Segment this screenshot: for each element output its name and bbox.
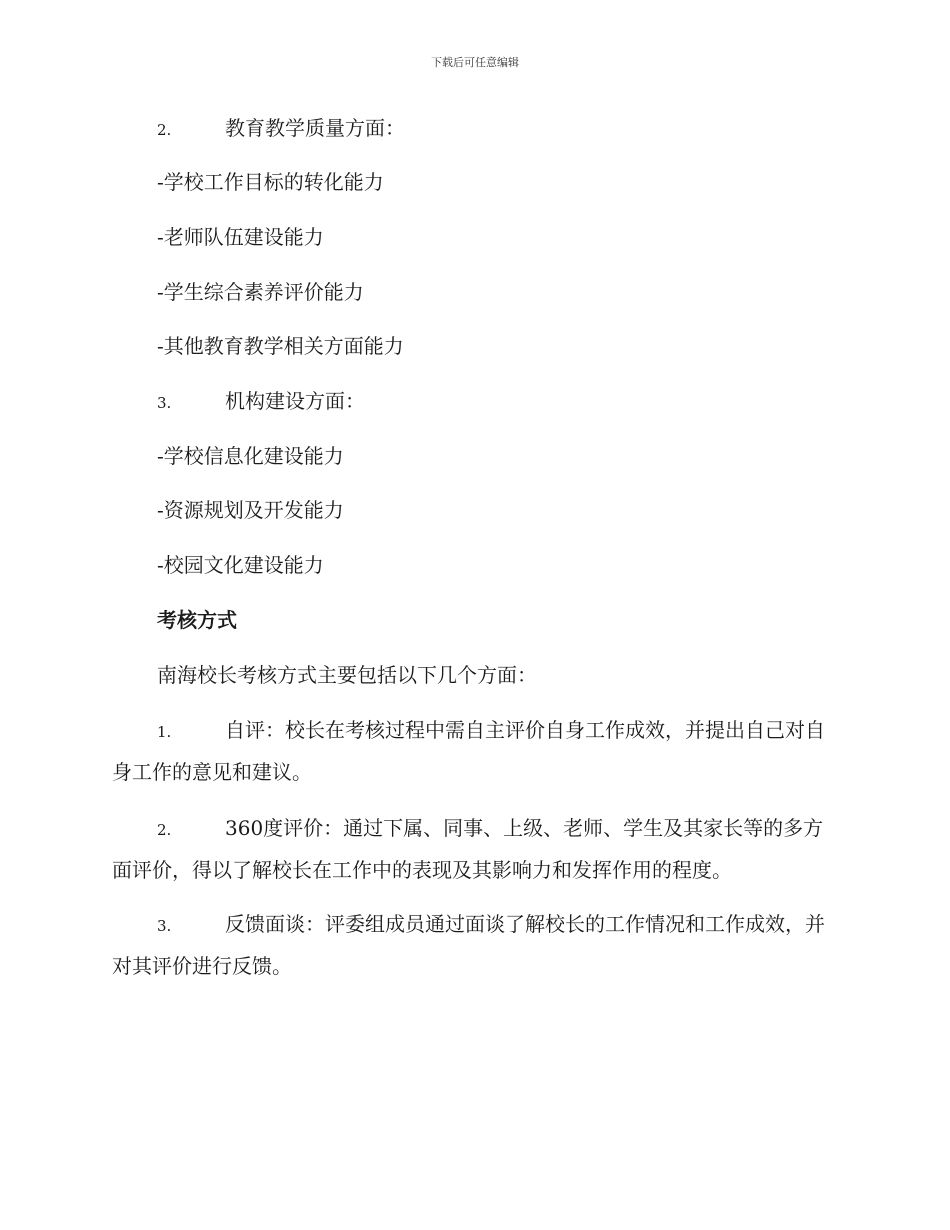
list-number: 3. [157, 917, 172, 935]
list-number: 1. [157, 723, 172, 741]
list-item: -学校工作目标的转化能力 [157, 170, 384, 194]
list-number: 2. [157, 121, 172, 139]
assessment-heading: 考核方式 [157, 608, 237, 632]
section-quality-title [157, 116, 405, 142]
list-number: 3. [157, 394, 172, 412]
list-item: -老师队伍建设能力 [157, 225, 324, 249]
list-number: 2. [157, 821, 172, 839]
method-text: 反馈面谈：评委组成员通过面谈了解校长的工作情况和工作成效，并对其评价进行反馈。 [112, 912, 825, 978]
list-item: -其他教育教学相关方面能力 [157, 334, 404, 358]
section-org-title [157, 389, 365, 415]
list-item: -校园文化建设能力 [157, 553, 324, 577]
section-title: 机构建设方面： [225, 389, 365, 413]
method-item [112, 808, 837, 890]
assessment-intro: 南海校长考核方式主要包括以下几个方面： [157, 663, 537, 687]
list-item: -学生综合素养评价能力 [157, 280, 364, 304]
list-item: -资源规划及开发能力 [157, 498, 344, 522]
method-item [112, 904, 837, 986]
list-item: -学校信息化建设能力 [157, 444, 344, 468]
method-item [112, 710, 837, 792]
section-title: 教育教学质量方面： [225, 116, 405, 140]
method-text: 自评：校长在考核过程中需自主评价自身工作成效，并提出自己对自身工作的意见和建议。 [112, 718, 825, 784]
method-text: 360度评价：通过下属、同事、上级、老师、学生及其家长等的多方面评价，得以了解校长在工作中的表现及其影响力和发挥作用的程度。 [112, 816, 824, 882]
page-header: 下载后可任意编辑 [431, 56, 519, 69]
